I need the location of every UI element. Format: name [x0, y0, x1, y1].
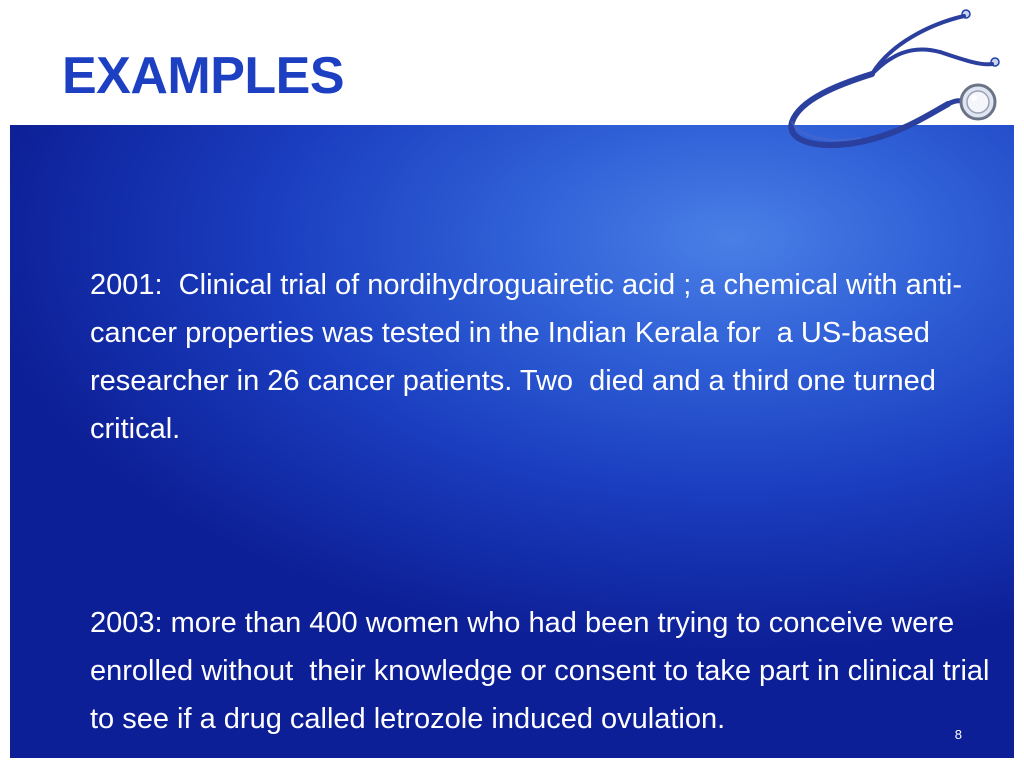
stethoscope-icon: [780, 4, 1010, 154]
slide-title: EXAMPLES: [62, 47, 345, 105]
body-text: [90, 165, 998, 768]
paragraph-2001: 2001: Clinical trial of nordihydroguairetic acid ; a chemical with anti-cancer properties was tested in the Indian Kerala for a US-based researcher in 26 cancer patients. Two died and a third one turned critical.: [90, 269, 963, 445]
paragraph-2003: 2003: more than 400 women who had been trying to conceive were enrolled without their knowledge or consent to take part in clinical trial to see if a drug called letrozole induced ovulation.: [90, 607, 998, 735]
content-panel: [10, 125, 1014, 758]
page-number: 8: [954, 727, 962, 742]
